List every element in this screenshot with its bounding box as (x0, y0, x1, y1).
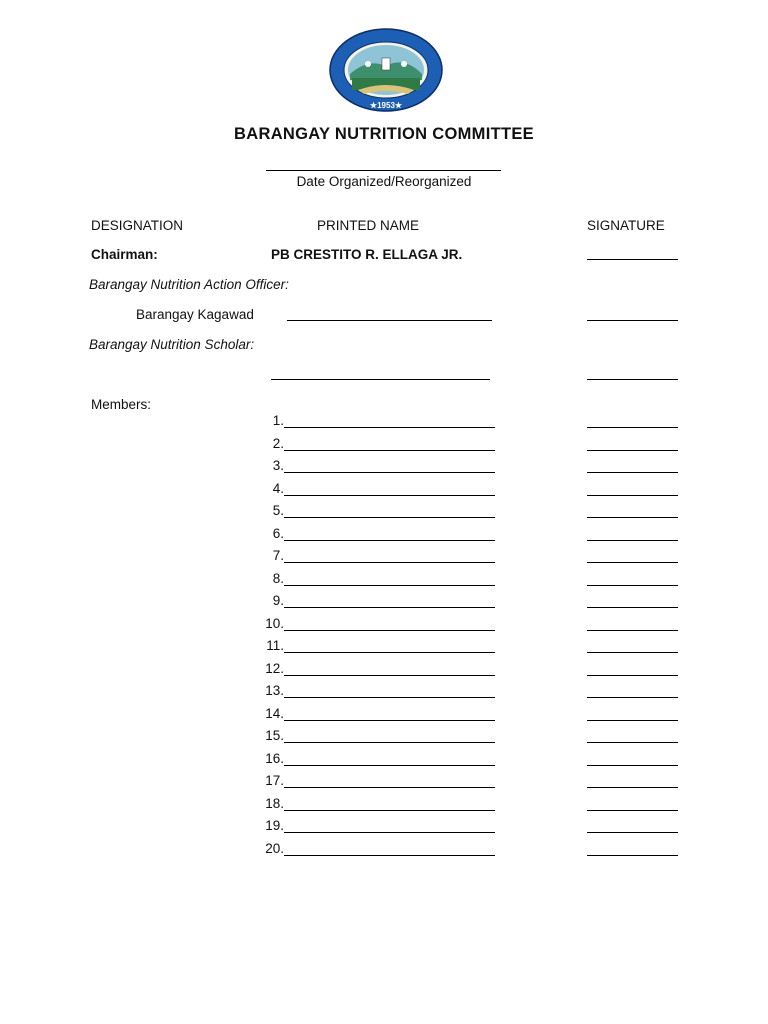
member-signature-line[interactable] (587, 810, 678, 811)
member-number: 3. (272, 458, 284, 473)
member-name-line[interactable] (284, 517, 495, 518)
signature-header: SIGNATURE (587, 218, 665, 233)
member-name-line[interactable] (284, 855, 495, 856)
member-signature-line[interactable] (587, 585, 678, 586)
member-signature-line[interactable] (587, 562, 678, 563)
member-signature-line[interactable] (587, 652, 678, 653)
member-signature-line[interactable] (587, 517, 678, 518)
member-number: 20. (265, 840, 284, 856)
member-name-line[interactable] (284, 832, 495, 833)
member-name-line[interactable] (284, 652, 495, 653)
member-signature-line[interactable] (587, 540, 678, 541)
member-name-line[interactable] (284, 765, 495, 766)
member-name-line[interactable] (284, 427, 495, 428)
member-number: 12. (265, 660, 284, 676)
member-name-line[interactable] (284, 472, 495, 473)
member-name-line[interactable] (284, 450, 495, 451)
member-signature-line[interactable] (587, 450, 678, 451)
member-signature-line[interactable] (587, 427, 678, 428)
member-name-line[interactable] (284, 810, 495, 811)
member-number: 8. (272, 570, 284, 586)
member-signature-line[interactable] (587, 855, 678, 856)
designation-header: DESIGNATION (91, 218, 184, 233)
member-signature-line[interactable] (587, 742, 678, 743)
member-number: 16. (265, 750, 284, 766)
member-number: 4. (272, 480, 284, 496)
member-signature-line[interactable] (587, 832, 678, 833)
member-signature-line[interactable] (587, 720, 678, 721)
member-name-line[interactable] (284, 675, 495, 676)
kagawad-label: Barangay Kagawad (136, 307, 254, 322)
member-number: 11. (266, 638, 284, 653)
member-number: 14. (265, 705, 284, 721)
kagawad-name-line[interactable] (287, 320, 492, 321)
member-signature-line[interactable] (587, 697, 678, 698)
printed-name-header: PRINTED NAME (317, 218, 420, 233)
member-signature-line[interactable] (587, 675, 678, 676)
member-number: 18. (265, 795, 284, 811)
member-number: 5. (272, 503, 284, 518)
document-title: BARANGAY NUTRITION COMMITTEE (234, 125, 534, 143)
member-number: 10. (265, 615, 284, 631)
member-signature-line[interactable] (587, 630, 678, 631)
member-number: 15. (265, 728, 284, 743)
member-name-line[interactable] (284, 495, 495, 496)
member-name-line[interactable] (284, 742, 495, 743)
scholar-label: Barangay Nutrition Scholar: (89, 337, 255, 352)
action-officer-label: Barangay Nutrition Action Officer: (89, 277, 289, 292)
member-signature-line[interactable] (587, 495, 678, 496)
member-signature-line[interactable] (587, 787, 678, 788)
member-name-line[interactable] (284, 585, 495, 586)
member-name-line[interactable] (284, 697, 495, 698)
member-number: 1. (272, 413, 284, 428)
member-number: 2. (272, 435, 284, 451)
member-number: 19. (265, 818, 284, 833)
barangay-seal-logo (328, 28, 444, 112)
date-organized-field[interactable] (266, 170, 501, 171)
member-number: 9. (272, 593, 284, 608)
member-number: 6. (272, 525, 284, 541)
date-organized-label: Date Organized/Reorganized (296, 174, 472, 189)
member-signature-line[interactable] (587, 765, 678, 766)
members-label: Members: (91, 397, 152, 412)
member-name-line[interactable] (284, 540, 495, 541)
member-number: 7. (272, 548, 284, 563)
svg-text:★1953★: ★1953★ (369, 101, 403, 110)
chairman-label: Chairman: (91, 247, 158, 262)
member-number: 17. (265, 773, 284, 788)
chairman-signature-line[interactable] (587, 259, 678, 260)
member-name-line[interactable] (284, 562, 495, 563)
chairman-name: PB CRESTITO R. ELLAGA JR. (271, 247, 463, 262)
member-name-line[interactable] (284, 720, 495, 721)
member-number: 13. (265, 683, 284, 698)
member-signature-line[interactable] (587, 607, 678, 608)
member-signature-line[interactable] (587, 472, 678, 473)
member-name-line[interactable] (284, 787, 495, 788)
scholar-name-line[interactable] (271, 379, 490, 380)
member-name-line[interactable] (284, 607, 495, 608)
member-name-line[interactable] (284, 630, 495, 631)
scholar-signature-line[interactable] (587, 379, 678, 380)
kagawad-signature-line[interactable] (587, 320, 678, 321)
